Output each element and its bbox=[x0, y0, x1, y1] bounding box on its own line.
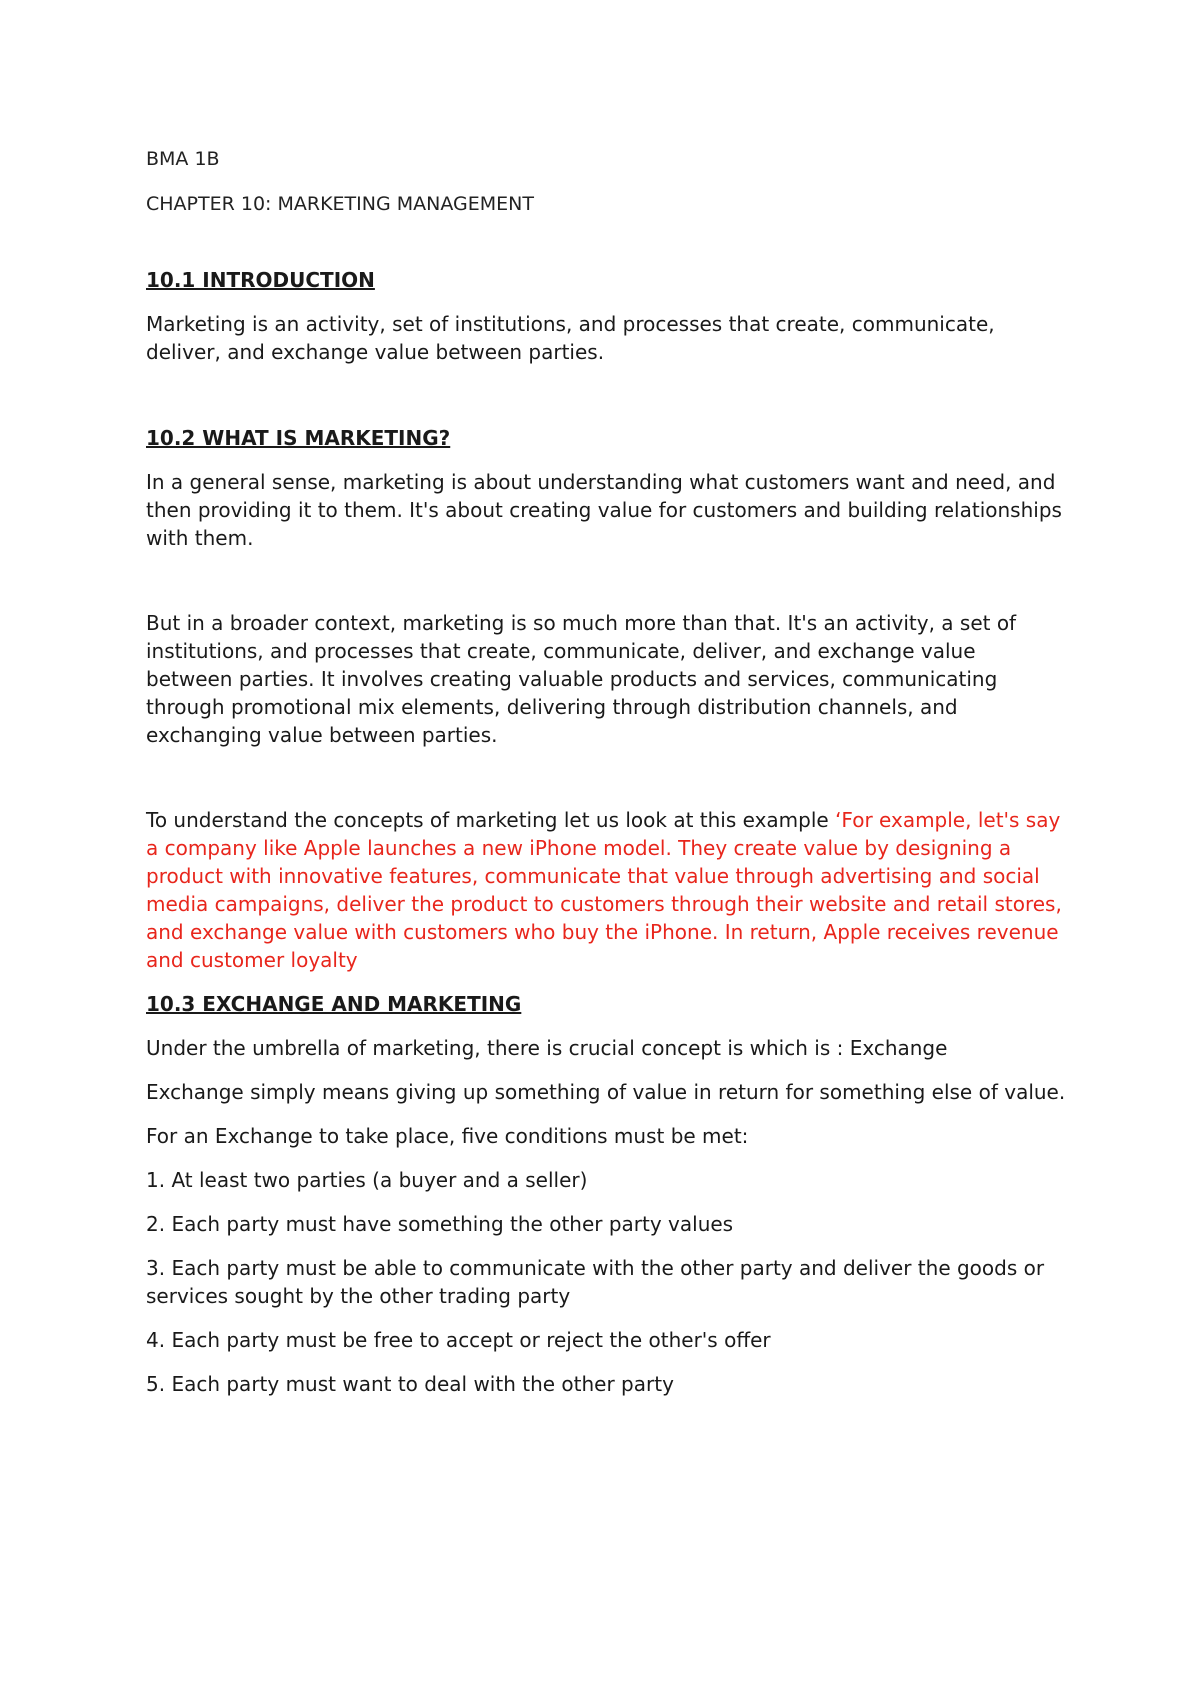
example-paragraph bbox=[146, 806, 1066, 974]
section-heading-exchange: 10.3 EXCHANGE AND MARKETING bbox=[146, 992, 522, 1016]
list-item: 4. Each party must be free to accept or reject the other's offer bbox=[146, 1328, 771, 1352]
introduction-paragraph: Marketing is an activity, set of institutions, and processes that create, communicate, deliver, and exchange value between parties. bbox=[146, 312, 995, 364]
apple-example-text: ‘For example, let's say a company like Apple launches a new iPhone model. They create value by designing a product with innovative features, communicate that value through advertising and social media campaigns, deliver the product to customers through their website and retail stores, and exchange value with customers who buy the iPhone. In return, Apple receives revenue and customer loyalty bbox=[146, 808, 1062, 972]
exchange-paragraph-definition: Exchange simply means giving up something of value in return for something else of value. bbox=[146, 1080, 1066, 1104]
example-lead-text: To understand the concepts of marketing let us look at this example bbox=[146, 808, 836, 832]
document-body bbox=[146, 146, 1066, 1414]
section-exchange-and-marketing bbox=[146, 990, 1066, 1398]
course-code: BMA 1B bbox=[146, 148, 220, 170]
exchange-conditions-list bbox=[146, 1166, 1066, 1398]
what-is-marketing-paragraph-general: In a general sense, marketing is about understanding what customers want and need, and then providing it to them. It's about creating value for customers and building relationships with them. bbox=[146, 470, 1062, 550]
list-item: 3. Each party must be able to communicate with the other party and deliver the goods or services sought by the other trading party bbox=[146, 1256, 1045, 1308]
what-is-marketing-paragraph-broader: But in a broader context, marketing is so much more than that. It's an activity, a set of institutions, and processes that create, communicate, deliver, and exchange value between parties. It involves creating valuable products and services, communicating through promotional mix elements, delivering through distribution channels, and exchanging value between parties. bbox=[146, 611, 1017, 747]
list-item: 5. Each party must want to deal with the other party bbox=[146, 1372, 674, 1396]
exchange-paragraph-conditions-intro: For an Exchange to take place, five conditions must be met: bbox=[146, 1124, 749, 1148]
list-item: 1. At least two parties (a buyer and a seller) bbox=[146, 1168, 588, 1192]
section-what-is-marketing bbox=[146, 424, 1066, 974]
section-heading-what-is-marketing: 10.2 WHAT IS MARKETING? bbox=[146, 426, 451, 450]
section-introduction bbox=[146, 266, 1066, 366]
chapter-title: CHAPTER 10: MARKETING MANAGEMENT bbox=[146, 193, 534, 215]
list-item: 2. Each party must have something the other party values bbox=[146, 1212, 734, 1236]
exchange-paragraph-umbrella: Under the umbrella of marketing, there is crucial concept is which is : Exchange bbox=[146, 1036, 948, 1060]
section-heading-introduction: 10.1 INTRODUCTION bbox=[146, 268, 375, 292]
